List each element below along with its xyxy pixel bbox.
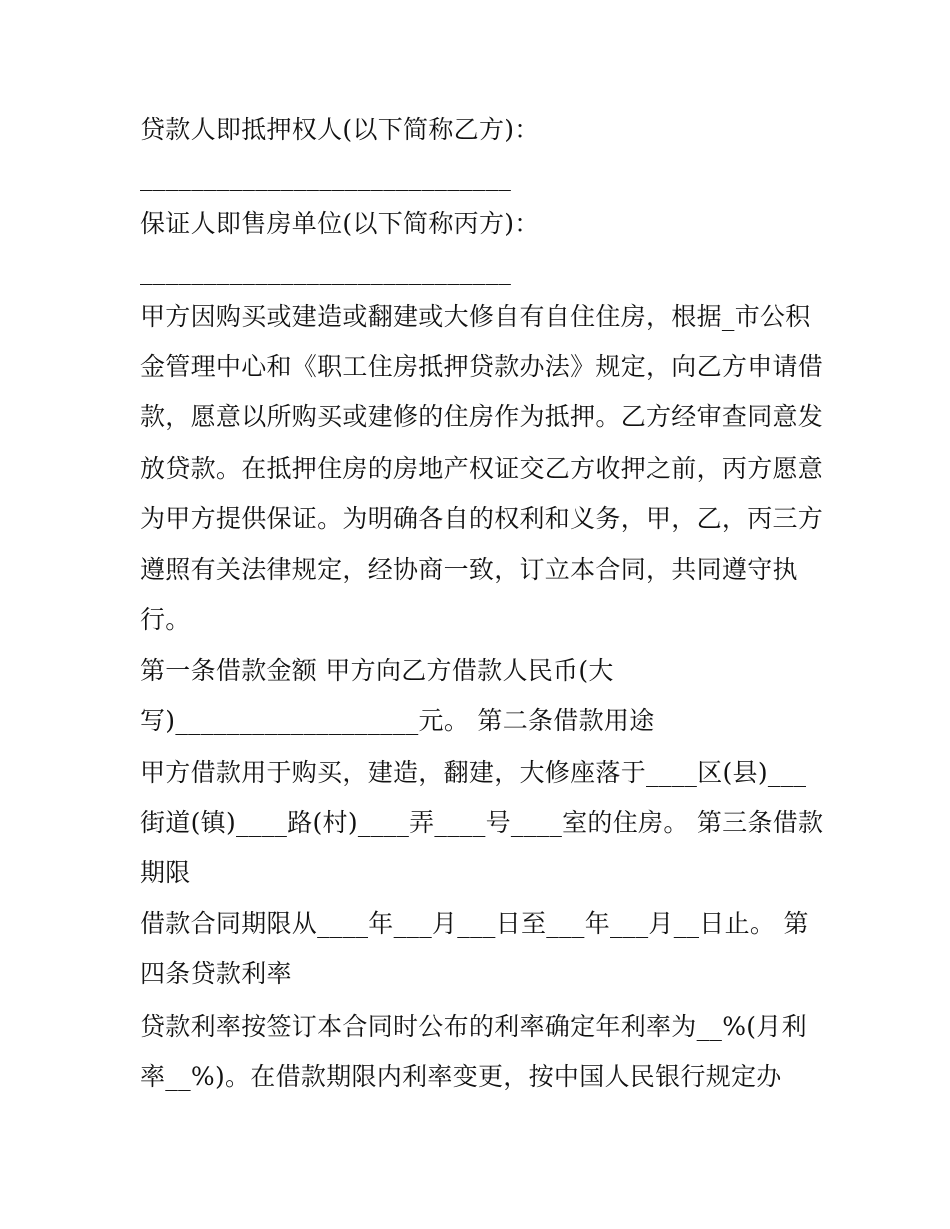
article-line: 甲方借款用于购买，建造，翻建，大修座落于____区(县)___ <box>140 758 807 787</box>
text-line: 放贷款。在抵押住房的房地产权证交乙方收押之前，丙方愿意 <box>140 454 824 483</box>
text-line: 行。 <box>140 605 191 634</box>
article-line: 率__%)。在借款期限内利率变更，按中国人民银行规定办 <box>140 1062 782 1091</box>
text-line: 贷款人即抵押权人(以下简称乙方)： <box>140 115 540 144</box>
article-line: 第一条借款金额 甲方向乙方借款人民币(大 <box>140 656 614 685</box>
text-line: 为甲方提供保证。为明确各自的权利和义务，甲，乙，丙三方 <box>140 504 824 533</box>
article-line: 街道(镇)____路(村)____弄____号____室的住房。 第三条借款 <box>140 808 824 837</box>
article-line: 期限 <box>140 858 191 887</box>
text-line: 遵照有关法律规定，经协商一致，订立本合同，共同遵守执 <box>140 555 798 584</box>
text-line: 款，愿意以所购买或建修的住房作为抵押。乙方经审查同意发 <box>140 402 824 431</box>
text-line: 甲方因购买或建造或翻建或大修自有自住住房，根据_市公积 <box>140 302 811 331</box>
text-line: 保证人即售房单位(以下简称丙方)： <box>140 209 540 238</box>
signature-blank-line: _____________________________ <box>140 256 512 285</box>
text-line: 金管理中心和《职工住房抵押贷款办法》规定，向乙方申请借 <box>140 352 824 381</box>
article-line: 借款合同期限从____年___月___日至___年___月__日止。 第 <box>140 909 809 938</box>
article-line: 贷款利率按签订本合同时公布的利率确定年利率为__%(月利 <box>140 1012 807 1041</box>
article-line: 四条贷款利率 <box>140 959 292 988</box>
article-line: 写)___________________元。 第二条借款用途 <box>140 706 655 735</box>
signature-blank-line: _____________________________ <box>140 162 512 191</box>
